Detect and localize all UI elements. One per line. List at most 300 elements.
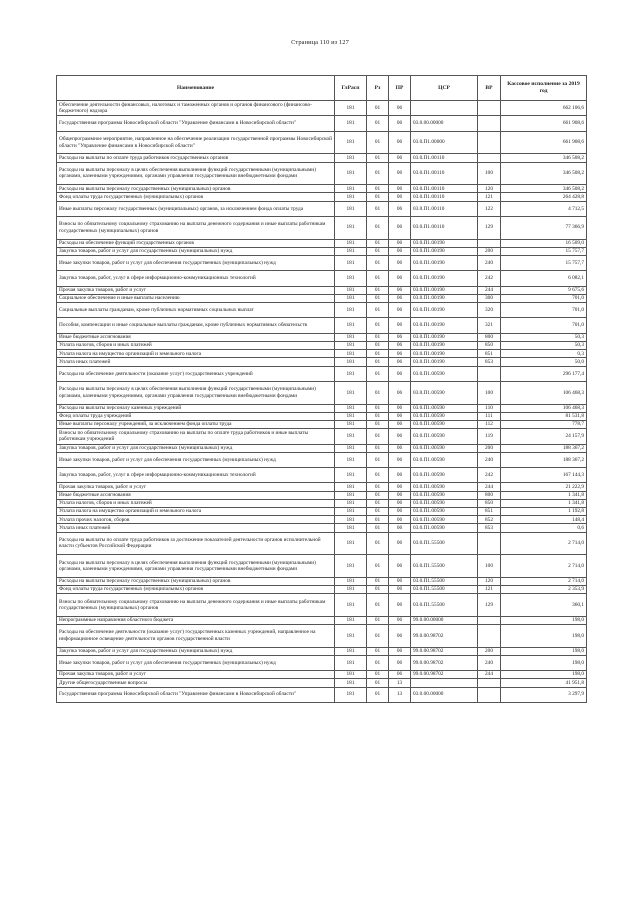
row-name-cell: Пособия, компенсации и иные социальные выплаты гражданам, кроме публичных нормативных обязательств xyxy=(57,318,335,333)
row-pr-cell: 06 xyxy=(389,342,411,350)
row-name-cell: Другие общегосударственные вопросы xyxy=(57,679,335,687)
row-csr-cell: 03.0.П1.00190 xyxy=(411,239,478,247)
row-name-cell: Общепрограммное мероприятие, направленное на обеспечение реализации государственной программы Новосибирской области "Управление финансами в Новосибирской области" xyxy=(57,131,335,154)
row-pr-cell: 06 xyxy=(389,303,411,318)
row-pr-cell: 06 xyxy=(389,216,411,239)
row-rz-cell: 01 xyxy=(367,420,389,428)
row-name-cell: Непрограммные направления областного бюджета xyxy=(57,616,335,624)
row-csr-cell: 03.0.П1.00590 xyxy=(411,420,478,428)
table-row xyxy=(57,350,587,358)
row-grbs-cell: 181 xyxy=(335,131,367,154)
row-csr-cell: 03.0.П1.00000 xyxy=(411,131,478,154)
table-row xyxy=(57,154,587,162)
row-rz-cell: 01 xyxy=(367,585,389,593)
row-vr-cell: 851 xyxy=(478,350,501,358)
row-name-cell: Расходы на выплаты по оплате труда работников государственных органов xyxy=(57,154,335,162)
row-rz-cell: 01 xyxy=(367,508,389,516)
row-csr-cell xyxy=(411,679,478,687)
row-name-cell: Уплата прочих налогов, сборов xyxy=(57,516,335,524)
row-pr-cell: 06 xyxy=(389,201,411,216)
row-amount-cell: 148,4 xyxy=(501,516,587,524)
row-rz-cell: 01 xyxy=(367,404,389,412)
table-row xyxy=(57,216,587,239)
row-pr-cell: 06 xyxy=(389,116,411,131)
table-row xyxy=(57,516,587,524)
row-grbs-cell: 181 xyxy=(335,671,367,679)
row-name-cell: Государственная программа Новосибирской области "Управление финансами в Новосибирской области" xyxy=(57,687,335,702)
row-amount-cell: 346 508,2 xyxy=(501,162,587,185)
row-csr-cell: 03.0.П1.00190 xyxy=(411,333,478,341)
row-name-cell: Государственная программа Новосибирской области "Управление финансами в Новосибирской области" xyxy=(57,116,335,131)
row-rz-cell: 01 xyxy=(367,499,389,507)
table-row xyxy=(57,404,587,412)
row-grbs-cell: 181 xyxy=(335,271,367,286)
table-row xyxy=(57,624,587,647)
row-name-cell: Уплата налогов, сборов и иных платежей xyxy=(57,499,335,507)
row-name-cell: Обеспечение деятельности финансовых, налоговых и таможенных органов и органов финансового (финансово-бюджетного) надзора xyxy=(57,101,335,116)
row-grbs-cell: 181 xyxy=(335,655,367,670)
row-vr-cell: 110 xyxy=(478,404,501,412)
row-pr-cell: 06 xyxy=(389,255,411,270)
row-csr-cell: 99.0.00.00000 xyxy=(411,616,478,624)
column-header-rz: Рз xyxy=(367,76,389,101)
row-amount-cell: 3 297,9 xyxy=(501,687,587,702)
row-name-cell: Уплата иных платежей xyxy=(57,524,335,532)
row-amount-cell: 198,0 xyxy=(501,655,587,670)
row-grbs-cell: 181 xyxy=(335,381,367,404)
table-row xyxy=(57,577,587,585)
row-csr-cell: 03.0.П1.55500 xyxy=(411,585,478,593)
table-body xyxy=(57,101,587,703)
row-vr-cell xyxy=(478,687,501,702)
table-row xyxy=(57,452,587,467)
row-pr-cell: 06 xyxy=(389,101,411,116)
row-rz-cell: 01 xyxy=(367,271,389,286)
row-grbs-cell: 181 xyxy=(335,444,367,452)
table-row xyxy=(57,429,587,444)
row-pr-cell: 06 xyxy=(389,499,411,507)
row-pr-cell: 06 xyxy=(389,154,411,162)
row-grbs-cell: 181 xyxy=(335,420,367,428)
row-rz-cell: 01 xyxy=(367,358,389,366)
row-pr-cell: 06 xyxy=(389,420,411,428)
row-csr-cell: 03.0.П1.00110 xyxy=(411,154,478,162)
row-rz-cell: 01 xyxy=(367,116,389,131)
row-grbs-cell: 181 xyxy=(335,687,367,702)
row-rz-cell: 01 xyxy=(367,555,389,578)
row-pr-cell: 06 xyxy=(389,555,411,578)
row-vr-cell: 321 xyxy=(478,318,501,333)
row-amount-cell: 167 144,3 xyxy=(501,468,587,483)
table-row xyxy=(57,247,587,255)
row-rz-cell: 01 xyxy=(367,687,389,702)
row-vr-cell: 112 xyxy=(478,420,501,428)
row-amount-cell: 106 468,3 xyxy=(501,404,587,412)
row-amount-cell: 106 468,3 xyxy=(501,381,587,404)
row-name-cell: Прочая закупка товаров, работ и услуг xyxy=(57,286,335,294)
row-csr-cell: 03.0.П1.00590 xyxy=(411,491,478,499)
row-amount-cell: 77 366,9 xyxy=(501,216,587,239)
row-name-cell: Закупка товаров, работ и услуг для государственных (муниципальных) нужд xyxy=(57,444,335,452)
table-row xyxy=(57,655,587,670)
table-row xyxy=(57,342,587,350)
row-amount-cell: 2 714,0 xyxy=(501,577,587,585)
row-amount-cell: 1 341,8 xyxy=(501,499,587,507)
row-amount-cell: 1 192,8 xyxy=(501,508,587,516)
row-name-cell: Иные бюджетные ассигнования xyxy=(57,333,335,341)
row-pr-cell: 06 xyxy=(389,452,411,467)
row-rz-cell: 01 xyxy=(367,647,389,655)
row-grbs-cell: 181 xyxy=(335,585,367,593)
row-rz-cell: 01 xyxy=(367,468,389,483)
row-pr-cell: 06 xyxy=(389,577,411,585)
row-amount-cell: 1 341,8 xyxy=(501,491,587,499)
row-grbs-cell: 181 xyxy=(335,412,367,420)
row-rz-cell: 01 xyxy=(367,193,389,201)
row-csr-cell: 03.0.П1.00590 xyxy=(411,412,478,420)
row-pr-cell: 06 xyxy=(389,247,411,255)
table-header-row xyxy=(57,76,587,101)
row-vr-cell: 100 xyxy=(478,381,501,404)
table-row xyxy=(57,671,587,679)
row-amount-cell: 50,0 xyxy=(501,358,587,366)
row-csr-cell: 03.0.П1.55500 xyxy=(411,577,478,585)
row-grbs-cell: 181 xyxy=(335,524,367,532)
row-grbs-cell: 181 xyxy=(335,499,367,507)
row-rz-cell: 01 xyxy=(367,444,389,452)
row-rz-cell: 01 xyxy=(367,483,389,491)
row-rz-cell: 01 xyxy=(367,350,389,358)
table-row xyxy=(57,499,587,507)
row-vr-cell xyxy=(478,116,501,131)
table-row xyxy=(57,555,587,578)
row-pr-cell: 06 xyxy=(389,647,411,655)
table-row xyxy=(57,333,587,341)
row-amount-cell: 661 908,6 xyxy=(501,116,587,131)
row-csr-cell: 03.0.П1.55500 xyxy=(411,555,478,578)
row-name-cell: Уплата налога на имущество организаций и земельного налога xyxy=(57,508,335,516)
row-rz-cell: 01 xyxy=(367,255,389,270)
table-row xyxy=(57,532,587,555)
row-grbs-cell: 181 xyxy=(335,647,367,655)
row-vr-cell: 850 xyxy=(478,499,501,507)
row-name-cell: Расходы на выплаты персоналу в целях обеспечения выполнения функций государственными (муниципальными) органами, казенными учреждениями, органами управления государственными внебюджетными фондами xyxy=(57,162,335,185)
row-rz-cell: 01 xyxy=(367,381,389,404)
row-pr-cell: 06 xyxy=(389,333,411,341)
row-amount-cell: 701,0 xyxy=(501,318,587,333)
row-vr-cell: 120 xyxy=(478,577,501,585)
row-csr-cell: 03.0.00.00000 xyxy=(411,116,478,131)
table-row xyxy=(57,162,587,185)
row-vr-cell: 240 xyxy=(478,452,501,467)
row-name-cell: Фонд оплаты труда государственных (муниципальных) органов xyxy=(57,585,335,593)
row-csr-cell: 99.0.00.98702 xyxy=(411,624,478,647)
row-csr-cell: 03.0.П1.00190 xyxy=(411,247,478,255)
row-vr-cell: 244 xyxy=(478,286,501,294)
row-pr-cell: 06 xyxy=(389,286,411,294)
row-amount-cell: 296 177,4 xyxy=(501,366,587,381)
row-rz-cell: 01 xyxy=(367,286,389,294)
row-vr-cell: 129 xyxy=(478,594,501,617)
row-rz-cell: 01 xyxy=(367,318,389,333)
row-grbs-cell: 181 xyxy=(335,366,367,381)
row-vr-cell: 240 xyxy=(478,255,501,270)
row-csr-cell: 03.0.П1.00590 xyxy=(411,524,478,532)
row-rz-cell: 01 xyxy=(367,524,389,532)
row-vr-cell: 200 xyxy=(478,647,501,655)
row-pr-cell: 06 xyxy=(389,585,411,593)
row-grbs-cell: 181 xyxy=(335,101,367,116)
row-grbs-cell: 181 xyxy=(335,216,367,239)
row-pr-cell: 06 xyxy=(389,350,411,358)
column-header-pr: ПР xyxy=(389,76,411,101)
row-vr-cell: 100 xyxy=(478,162,501,185)
row-pr-cell: 06 xyxy=(389,468,411,483)
table-row xyxy=(57,412,587,420)
row-rz-cell: 01 xyxy=(367,162,389,185)
row-name-cell: Социальное обеспечение и иные выплаты населению xyxy=(57,294,335,302)
row-name-cell: Закупка товаров, работ и услуг для государственных (муниципальных) нужд xyxy=(57,247,335,255)
row-name-cell: Закупка товаров, работ и услуг для государственных (муниципальных) нужд xyxy=(57,647,335,655)
row-rz-cell: 01 xyxy=(367,412,389,420)
column-header-csr: ЦСР xyxy=(411,76,478,101)
row-name-cell: Иные выплаты персоналу государственных (муниципальных) органов, за исключением фонда оплаты труда xyxy=(57,201,335,216)
row-csr-cell: 03.0.П1.00190 xyxy=(411,318,478,333)
row-name-cell: Социальные выплаты гражданам, кроме публичных нормативных социальных выплат xyxy=(57,303,335,318)
row-amount-cell: 16 509,0 xyxy=(501,239,587,247)
row-pr-cell: 13 xyxy=(389,687,411,702)
row-grbs-cell: 181 xyxy=(335,318,367,333)
row-rz-cell: 01 xyxy=(367,239,389,247)
row-name-cell: Прочая закупка товаров, работ и услуг xyxy=(57,483,335,491)
row-name-cell: Иные закупки товаров, работ и услуг для обеспечения государственных (муниципальных) нужд xyxy=(57,655,335,670)
row-grbs-cell: 181 xyxy=(335,162,367,185)
table-row xyxy=(57,286,587,294)
row-rz-cell: 01 xyxy=(367,294,389,302)
row-csr-cell: 03.0.П1.00110 xyxy=(411,185,478,193)
row-rz-cell: 01 xyxy=(367,594,389,617)
row-pr-cell: 06 xyxy=(389,366,411,381)
row-pr-cell: 06 xyxy=(389,318,411,333)
row-name-cell: Уплата иных платежей xyxy=(57,358,335,366)
row-vr-cell: 120 xyxy=(478,185,501,193)
row-grbs-cell: 181 xyxy=(335,516,367,524)
row-csr-cell: 03.0.П1.00110 xyxy=(411,216,478,239)
row-amount-cell: 24 157,9 xyxy=(501,429,587,444)
row-grbs-cell: 181 xyxy=(335,616,367,624)
row-name-cell: Расходы на обеспечение функций государственных органов xyxy=(57,239,335,247)
row-pr-cell: 06 xyxy=(389,616,411,624)
row-csr-cell: 03.0.П1.00590 xyxy=(411,483,478,491)
page-number-header: Страница 110 из 127 xyxy=(291,39,349,46)
row-vr-cell: 242 xyxy=(478,271,501,286)
row-vr-cell xyxy=(478,532,501,555)
row-rz-cell: 01 xyxy=(367,624,389,647)
row-name-cell: Взносы по обязательному социальному страхованию на выплаты денежного содержания и иные выплаты работникам государственных (муниципальных) органов xyxy=(57,216,335,239)
row-vr-cell: 242 xyxy=(478,468,501,483)
row-name-cell: Расходы на выплаты персоналу в целях обеспечения выполнения функций государственными (муниципальными) органами, казенными учреждениями, органами управления государственными внебюджетными фондами xyxy=(57,555,335,578)
row-csr-cell: 03.0.П1.55500 xyxy=(411,532,478,555)
row-name-cell: Взносы по обязательному социальному страхованию на выплаты денежного содержания и иные выплаты работникам государственных (муниципальных) органов xyxy=(57,594,335,617)
row-pr-cell: 06 xyxy=(389,131,411,154)
row-vr-cell xyxy=(478,131,501,154)
row-pr-cell: 06 xyxy=(389,239,411,247)
row-vr-cell: 122 xyxy=(478,201,501,216)
row-grbs-cell: 181 xyxy=(335,468,367,483)
row-pr-cell: 06 xyxy=(389,594,411,617)
row-rz-cell: 01 xyxy=(367,101,389,116)
row-vr-cell: 853 xyxy=(478,524,501,532)
row-csr-cell: 03.0.П1.00590 xyxy=(411,499,478,507)
column-header-vr: ВР xyxy=(478,76,501,101)
row-amount-cell: 2 714,0 xyxy=(501,532,587,555)
row-pr-cell: 06 xyxy=(389,412,411,420)
table-row xyxy=(57,239,587,247)
row-rz-cell: 01 xyxy=(367,616,389,624)
row-vr-cell: 852 xyxy=(478,516,501,524)
row-vr-cell: 100 xyxy=(478,555,501,578)
row-amount-cell: 6 082,1 xyxy=(501,271,587,286)
row-csr-cell: 99.0.00.98702 xyxy=(411,647,478,655)
row-name-cell: Расходы на обеспечение деятельности (оказание услуг) государственных учреждений xyxy=(57,366,335,381)
row-amount-cell: 188 367,2 xyxy=(501,452,587,467)
row-amount-cell: 2 353,9 xyxy=(501,585,587,593)
row-amount-cell: 198,0 xyxy=(501,647,587,655)
row-rz-cell: 01 xyxy=(367,679,389,687)
row-name-cell: Взносы по обязательному социальному страхованию на выплаты по оплате труда работников и иные выплаты работникам учреждений xyxy=(57,429,335,444)
table-row xyxy=(57,271,587,286)
row-vr-cell: 853 xyxy=(478,358,501,366)
row-csr-cell: 03.0.П1.00190 xyxy=(411,358,478,366)
row-vr-cell xyxy=(478,366,501,381)
row-csr-cell: 03.0.П1.00590 xyxy=(411,516,478,524)
row-grbs-cell: 181 xyxy=(335,508,367,516)
row-amount-cell: 346 508,2 xyxy=(501,185,587,193)
row-pr-cell: 06 xyxy=(389,381,411,404)
row-amount-cell: 41 951,8 xyxy=(501,679,587,687)
row-csr-cell: 03.0.П1.00190 xyxy=(411,342,478,350)
row-amount-cell: 0,6 xyxy=(501,524,587,532)
row-pr-cell: 06 xyxy=(389,162,411,185)
row-rz-cell: 01 xyxy=(367,516,389,524)
row-csr-cell: 03.0.П1.00190 xyxy=(411,303,478,318)
row-csr-cell: 03.0.П1.00110 xyxy=(411,193,478,201)
row-pr-cell: 13 xyxy=(389,679,411,687)
row-pr-cell: 06 xyxy=(389,524,411,532)
row-pr-cell: 06 xyxy=(389,624,411,647)
row-vr-cell: 111 xyxy=(478,412,501,420)
row-pr-cell: 06 xyxy=(389,271,411,286)
row-csr-cell: 03.0.П1.00590 xyxy=(411,444,478,452)
row-vr-cell: 244 xyxy=(478,483,501,491)
row-grbs-cell: 181 xyxy=(335,247,367,255)
row-amount-cell: 4 712,5 xyxy=(501,201,587,216)
row-csr-cell: 03.0.П1.00590 xyxy=(411,468,478,483)
table-row xyxy=(57,508,587,516)
row-csr-cell: 03.0.П1.00590 xyxy=(411,404,478,412)
table-row xyxy=(57,687,587,702)
row-name-cell: Расходы на выплаты персоналу в целях обеспечения выполнения функций государственными (муниципальными) органами, казенными учреждениями, органами управления государственными внебюджетными фондами xyxy=(57,381,335,404)
row-amount-cell: 346 508,2 xyxy=(501,154,587,162)
row-pr-cell: 06 xyxy=(389,444,411,452)
row-grbs-cell: 181 xyxy=(335,154,367,162)
row-grbs-cell: 181 xyxy=(335,286,367,294)
row-csr-cell: 03.0.П1.00110 xyxy=(411,162,478,185)
row-pr-cell: 06 xyxy=(389,491,411,499)
row-grbs-cell: 181 xyxy=(335,201,367,216)
row-vr-cell: 240 xyxy=(478,655,501,670)
row-grbs-cell: 181 xyxy=(335,342,367,350)
row-csr-cell: 03.0.П1.00190 xyxy=(411,271,478,286)
table-row xyxy=(57,318,587,333)
row-pr-cell: 06 xyxy=(389,516,411,524)
row-grbs-cell: 181 xyxy=(335,116,367,131)
row-amount-cell: 81 531,8 xyxy=(501,412,587,420)
row-grbs-cell: 181 xyxy=(335,185,367,193)
row-name-cell: Прочая закупка товаров, работ и услуг xyxy=(57,671,335,679)
row-name-cell: Фонд оплаты труда учреждений xyxy=(57,412,335,420)
row-vr-cell: 121 xyxy=(478,193,501,201)
row-name-cell: Расходы на выплаты по оплате труда работников за достижение показателей деятельности органов исполнительной власти субъектов Российской Федерации xyxy=(57,532,335,555)
row-amount-cell: 198,0 xyxy=(501,616,587,624)
row-grbs-cell: 181 xyxy=(335,429,367,444)
table-row xyxy=(57,303,587,318)
table-row xyxy=(57,594,587,617)
row-vr-cell xyxy=(478,154,501,162)
row-rz-cell: 01 xyxy=(367,154,389,162)
table-row xyxy=(57,491,587,499)
column-header-name: Наименование xyxy=(57,76,335,101)
table-row xyxy=(57,116,587,131)
row-rz-cell: 01 xyxy=(367,185,389,193)
row-csr-cell: 03.0.П1.00590 xyxy=(411,381,478,404)
row-rz-cell: 01 xyxy=(367,366,389,381)
row-name-cell: Расходы на выплаты персоналу государственных (муниципальных) органов xyxy=(57,185,335,193)
row-pr-cell: 06 xyxy=(389,483,411,491)
table-row xyxy=(57,679,587,687)
row-pr-cell: 06 xyxy=(389,193,411,201)
row-pr-cell: 06 xyxy=(389,429,411,444)
row-vr-cell: 119 xyxy=(478,429,501,444)
row-amount-cell: 778,7 xyxy=(501,420,587,428)
row-grbs-cell: 181 xyxy=(335,239,367,247)
row-rz-cell: 01 xyxy=(367,333,389,341)
row-name-cell: Закупка товаров, работ, услуг в сфере информационно-коммуникационных технологий xyxy=(57,271,335,286)
row-vr-cell: 800 xyxy=(478,491,501,499)
table-row xyxy=(57,101,587,116)
row-rz-cell: 01 xyxy=(367,247,389,255)
row-amount-cell: 662 106,6 xyxy=(501,101,587,116)
row-name-cell: Иные бюджетные ассигнования xyxy=(57,491,335,499)
table-row xyxy=(57,294,587,302)
row-rz-cell: 01 xyxy=(367,131,389,154)
row-grbs-cell: 181 xyxy=(335,491,367,499)
row-csr-cell: 99.0.00.98702 xyxy=(411,671,478,679)
table-row xyxy=(57,255,587,270)
row-grbs-cell: 181 xyxy=(335,303,367,318)
row-vr-cell: 850 xyxy=(478,342,501,350)
table-row xyxy=(57,585,587,593)
row-grbs-cell: 181 xyxy=(335,404,367,412)
row-name-cell: Иные закупки товаров, работ и услуг для обеспечения государственных (муниципальных) нужд xyxy=(57,255,335,270)
row-csr-cell: 03.0.00.00000 xyxy=(411,687,478,702)
table-row xyxy=(57,483,587,491)
row-name-cell: Расходы на обеспечение деятельности (оказание услуг) государственных казенных учреждений, направленное на информационное освещение деятельности органов государственной власти xyxy=(57,624,335,647)
row-csr-cell: 03.0.П1.00110 xyxy=(411,201,478,216)
row-name-cell: Иные закупки товаров, работ и услуг для обеспечения государственных (муниципальных) нужд xyxy=(57,452,335,467)
table-row xyxy=(57,381,587,404)
row-name-cell: Уплата налога на имущество организаций и земельного налога xyxy=(57,350,335,358)
